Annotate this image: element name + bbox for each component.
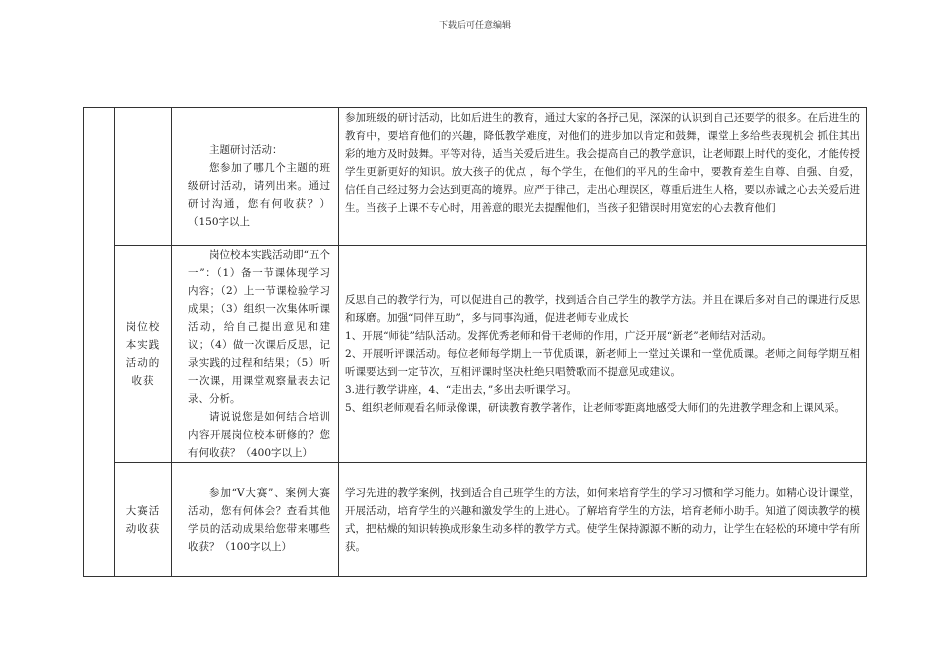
question-cell [172, 108, 339, 246]
question-text: 您参加了哪几个主题的班级研讨活动，请列出来。通过研讨沟通，您有何收获？）（150字以上 [188, 162, 330, 228]
question-text: 参加“V大赛”、案例大赛活动，您有何体会？查看其他学员的活动成果给您带来哪些收获？（100字以上） [188, 486, 330, 553]
table-row-contest [84, 463, 867, 577]
row-label: 大赛活动收获 [115, 463, 172, 577]
question-cell [172, 463, 339, 577]
table-row-school-practice [84, 246, 867, 463]
answer-cell [339, 108, 867, 246]
question-text: 主题研讨活动： [209, 144, 283, 156]
answer-text: 5、组织老师观看名师录像课，研读教育教学著作，让老师零距离地感受大师们的先进教学理念和上课风采。 [345, 402, 846, 414]
answer-cell [339, 463, 867, 577]
answer-cell [339, 246, 867, 463]
header-note: 下载后可任意编辑 [438, 21, 511, 31]
row-label [115, 108, 172, 246]
left-margin-cell [84, 108, 115, 577]
answer-text: 参加班级的研讨活动，比如后进生的教育，通过大家的各抒己见，深深的认识到自己还要学的很多。在后进生的教育中，要培育他们的兴趣，降低教学难度，对他们的进步加以肯定和鼓舞，课堂上多给些表现机会 抓住其出彩的地方及时鼓舞。平等对待，适当关爱后进生。我会提高自己的教学意识，让老师跟上时代的变化，才能传授学生更新更好的知识。放大孩子的优点 ，每个学生，在他们的平凡的生命中，要教育差生自尊、自强、自爱，信任自己经过努力会达到更高的境界。应严于律己，走出心理误区，尊重后进生人格，要以赤诚之心去关爱后进生。当孩子上课不专心时，用善意的眼光去提醒他们，当孩子犯错误时用宽宏的心去教育他们 [345, 112, 860, 214]
answer-text: 2、开展听评课活动。每位老师每学期上一节优质课，新老师上一堂过关课和一堂优质课。老师之间每学期互相听课要达到一定节次，互相评课时坚决杜绝只唱赞歌而不提意见或建议。 [345, 348, 860, 378]
training-report-table [83, 107, 867, 577]
table-row-topic-discussion [84, 108, 867, 246]
question-text: 请说说您是如何结合培训内容开展岗位校本研修的？您有何收获？（400字以上） [188, 411, 330, 459]
answer-text: 反思自己的教学行为，可以促进自己的教学，找到适合自己学生的教学方法。并且在课后多对自己的课进行反思和琢磨。加强“同伴互助”，多与同事沟通，促进老师专业成长 [345, 294, 860, 324]
question-cell [172, 246, 339, 463]
row-label: 岗位校本实践活动的收获 [115, 246, 172, 463]
question-text: 岗位校本实践活动即“五个一”：（1）备一节课体现学习内容；（2）上一节课检验学习成果；（3）组织一次集体听课活动，给自己提出意见和建议；（4）做一次课后反思，记录实践的过程和结果；（5）听一次课，用课堂观察量表去记录、分析。 [188, 249, 330, 405]
answer-text: 学习先进的教学案例，找到适合自己班学生的方法，如何来培育学生的学习习惯和学习能力。如精心设计课堂，开展活动，培育学生的兴趣和激发学生的上进心。了解培育学生的方法，培育老师小助手。知道了阅读教学的模式，把枯燥的知识转换成形象生动多样的教学方式。使学生保持源源不断的动力，让学生在轻松的环境中学有所获。 [345, 486, 860, 553]
answer-text: 1、开展“师徒”结队活动。发挥优秀老师和骨干老师的作用，广泛开展“新老”老师结对活动。 [345, 330, 773, 342]
answer-text: 3.进行教学讲座，4、“走出去，”多出去听课学习。 [345, 384, 578, 396]
